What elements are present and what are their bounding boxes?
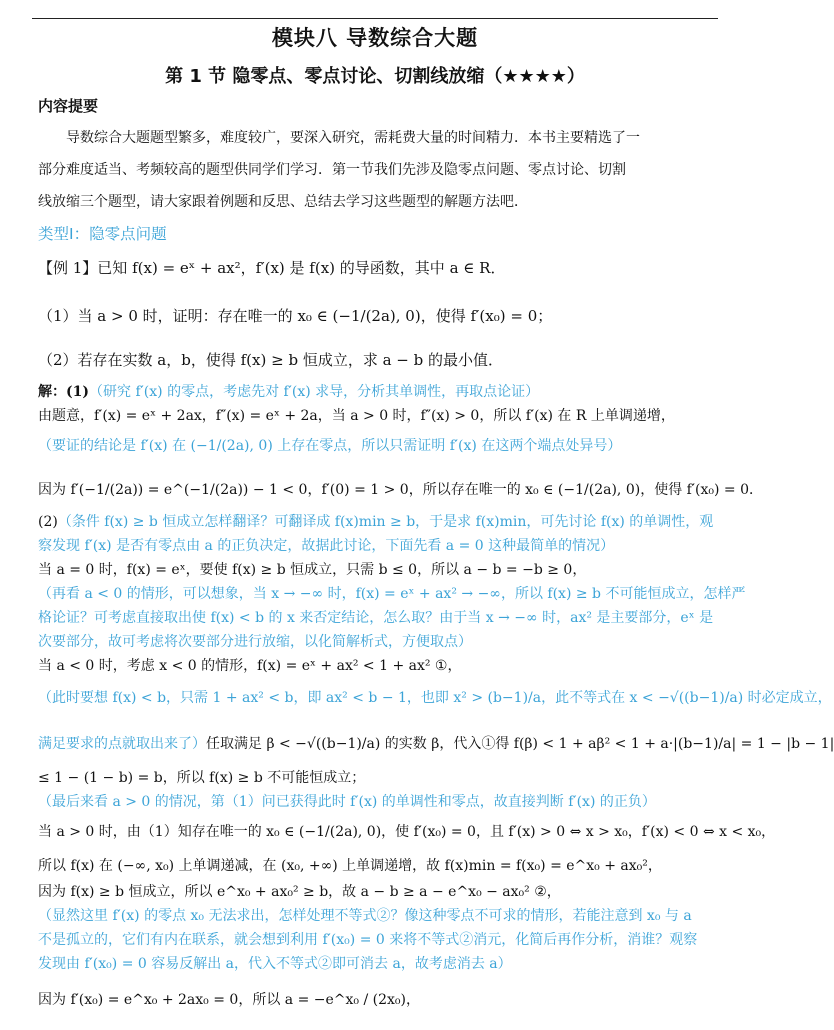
type-heading: 类型Ⅰ：隐零点问题 [38, 225, 167, 243]
solution-line: (2)（条件 f(x) ≥ b 恒成立怎样翻译？可翻译成 f(x)min ≥ b，于是求 f(x)min，可先讨论 f(x) 的单调性，观 [38, 514, 714, 530]
summary-line: 导数综合大题题型繁多，难度较广，要深入研究，需耗费大量的时间精力．本书主要精选了一 [66, 130, 640, 146]
solution-note: （最后来看 a > 0 的情况，第（1）问已获得此时 f′(x) 的单调性和零点，故直接判断 f′(x) 的正负） [38, 794, 656, 810]
solution-note: （此时要想 f(x) < b，只需 1 + ax² < b，即 ax² < b − 1，也即 x² > (b−1)/a，此不等式在 x < −√((b−1)/a) 时必定成立， [38, 690, 832, 706]
solution-note: 格论证？可考虑直接取出使 f(x) < b 的 x 来否定结论，怎么取？由于当 x → −∞ 时，ax² 是主要部分，eˣ 是 [38, 610, 714, 626]
solution-line: ≤ 1 − (1 − b) = b，所以 f(x) ≥ b 不可能恒成立； [38, 770, 366, 786]
solution-note: （再看 a < 0 的情形，可以想象，当 x → −∞ 时，f(x) = eˣ + ax² → −∞，所以 f(x) ≥ b 不可能恒成立，怎样严 [38, 586, 746, 602]
solution-line: 当 a > 0 时，由（1）知存在唯一的 x₀ ∈ (−1/(2a), 0)，使 f′(x₀) = 0，且 f′(x) > 0 ⇔ x > x₀，f′(x) < 0 ⇔ x < x₀， [38, 824, 776, 840]
summary-line: 部分难度适当、考频较高的题型供同学们学习．第一节我们先涉及隐零点问题、零点讨论、切割 [38, 162, 626, 178]
solution-line: 解：(1)（研究 f′(x) 的零点，考虑先对 f′(x) 求导，分析其单调性，再取点论证） [38, 384, 540, 400]
example-title: 【例 1】已知 f(x) = eˣ + ax²，f′(x) 是 f(x) 的导函数，其中 a ∈ R． [38, 259, 506, 277]
solution-line: 当 a = 0 时，f(x) = eˣ，要使 f(x) ≥ b 恒成立，只需 b ≤ 0，所以 a − b = −b ≥ 0， [38, 562, 587, 578]
solution-note: 不是孤立的，它们有内在联系，就会想到利用 f′(x₀) = 0 来将不等式②消元，化简后再作分析，消谁？观察 [38, 932, 698, 948]
solution-note: 发现由 f′(x₀) = 0 容易反解出 a，代入不等式②即可消去 a，故考虑消去 a） [38, 956, 512, 972]
example-part2: （2）若存在实数 a，b，使得 f(x) ≥ b 恒成立，求 a − b 的最小值． [38, 351, 504, 369]
solution-line: 满足要求的点就取出来了）任取满足 β < −√((b−1)/a) 的实数 β，代入①得 f(β) < 1 + aβ² < 1 + a·|(b−1)/a| = 1 − |b − 1| [38, 736, 834, 752]
solution-line: 由题意，f′(x) = eˣ + 2ax，f″(x) = eˣ + 2a，当 a > 0 时，f″(x) > 0，所以 f′(x) 在 R 上单调递增， [38, 408, 675, 424]
solution-line: 当 a < 0 时，考虑 x < 0 的情形，f(x) = eˣ + ax² < 1 + ax² ①， [38, 658, 462, 674]
header-rule [32, 18, 718, 19]
module-title: 模块八 导数综合大题 [271, 26, 479, 50]
solution-note: （要证的结论是 f′(x) 在 (−1/(2a), 0) 上存在零点，所以只需证明 f′(x) 在这两个端点处异号） [38, 438, 622, 454]
solution-note: 察发现 f′(x) 是否有零点由 a 的正负决定，故据此讨论，下面先看 a = 0 这种最简单的情况） [38, 538, 615, 554]
summary-line: 线放缩三个题型，请大家跟着例题和反思、总结去学习这些题型的解题方法吧． [38, 194, 528, 210]
summary-heading: 内容提要 [38, 97, 99, 115]
solution-line: 所以 f(x) 在 (−∞, x₀) 上单调递减，在 (x₀, +∞) 上单调递增，故 f(x)min = f(x₀) = e^x₀ + ax₀²， [38, 858, 662, 874]
solution-line: 因为 f′(x₀) = e^x₀ + 2ax₀ = 0，所以 a = −e^x₀ / (2x₀)， [38, 992, 420, 1008]
solution-line: 因为 f(x) ≥ b 恒成立，所以 e^x₀ + ax₀² ≥ b，故 a − b ≥ a − e^x₀ − ax₀² ②， [38, 884, 561, 900]
solution-line: 因为 f′(−1/(2a)) = e^(−1/(2a)) − 1 < 0，f′(0) = 1 > 0，所以存在唯一的 x₀ ∈ (−1/(2a), 0)，使得 f′(x₀) = 0． [38, 482, 763, 498]
example-part1: （1）当 a > 0 时，证明：存在唯一的 x₀ ∈ (−1/(2a), 0)，使得 f′(x₀) = 0； [38, 307, 553, 325]
section-title: 第 1 节 隐零点、零点讨论、切割线放缩（★★★★） [165, 66, 585, 87]
solution-note: 次要部分，故可考虑将次要部分进行放缩，以化简解析式，方便取点） [38, 634, 472, 650]
solution-note: （显然这里 f′(x) 的零点 x₀ 无法求出，怎样处理不等式②？像这种零点不可求的情形，若能注意到 x₀ 与 a [38, 908, 692, 924]
